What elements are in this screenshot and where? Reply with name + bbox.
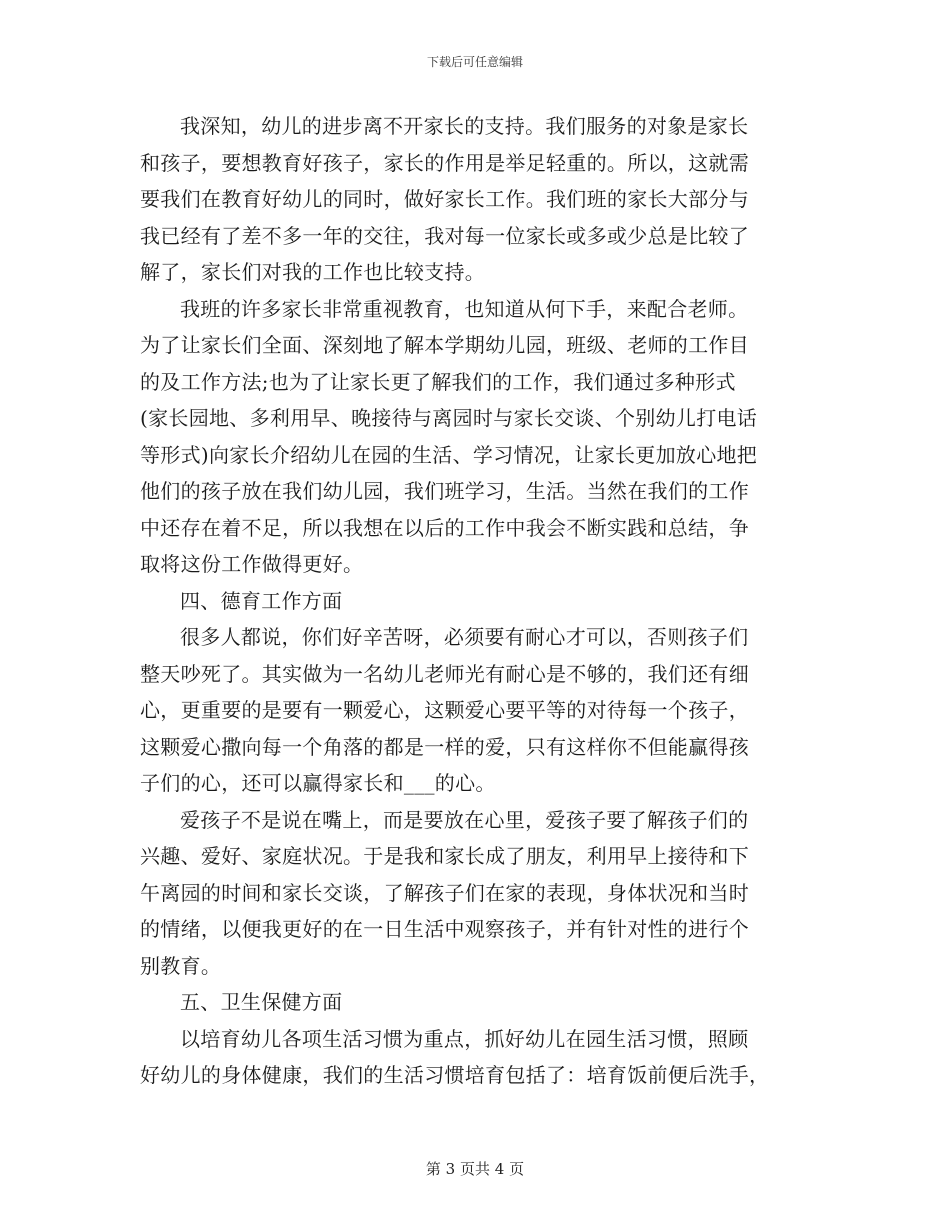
text-line: 中还存在着不足，所以我想在以后的工作中我会不断实践和总结，争 — [140, 515, 749, 540]
text-line: 整天吵死了。其实做为一名幼儿老师光有耐心是不够的，我们还有细 — [140, 661, 749, 686]
paragraph — [140, 108, 810, 291]
text-line: 我班的许多家长非常重视教育，也知道从何下手，来配合老师。 — [180, 296, 749, 321]
text-line: 心，更重要的是要有一颗爱心，这颗爱心要平等的对待每一个孩子， — [140, 698, 749, 722]
text-line: 爱孩子不是说在嘴上，而是要放在心里，爱孩子要了解孩子们的 — [180, 807, 749, 832]
text-line: 要我们在教育好幼儿的同时，做好家长工作。我们班的家长大部分与 — [140, 187, 749, 211]
text-line: 四、德育工作方面 — [180, 588, 343, 613]
page-footer: 第 3 页共 4 页 — [425, 1160, 525, 1178]
text-line: 好幼儿的身体健康，我们的生活习惯培育包括了：培育饭前便后洗手， — [140, 1063, 770, 1087]
text-line: (家长园地、多利用早、晚接待与离园时与家长交谈、个别幼儿打电话 — [140, 406, 758, 430]
text-line: 他们的孩子放在我们幼儿园，我们班学习，生活。当然在我们的工作 — [140, 479, 749, 503]
text-line: 兴趣、爱好、家庭状况。于是我和家长成了朋友，利用早上接待和下 — [140, 844, 749, 868]
text-line: 的及工作方法;也为了让家长更了解我们的工作，我们通过多种形式 — [140, 369, 736, 394]
text-line: 等形式)向家长介绍幼儿在园的生活、学习情况，让家长更加放心地把 — [140, 442, 758, 467]
page-header: 下载后可任意编辑 — [426, 55, 523, 69]
text-line: 我深知，幼儿的进步离不开家长的支持。我们服务的对象是家长 — [180, 114, 749, 138]
paragraph — [140, 984, 810, 1021]
text-line: 解了，家长们对我的工作也比较支持。 — [140, 260, 486, 284]
text-line: 取将这份工作做得更好。 — [140, 552, 364, 576]
text-line: 我已经有了差不多一年的交往，我对每一位家长或多或少总是比较了 — [140, 223, 749, 248]
paragraph — [140, 802, 810, 985]
text-line: 这颗爱心撒向每一个角落的都是一样的爱，只有这样你不但能赢得孩 — [140, 734, 749, 759]
text-line: 五、卫生保健方面 — [180, 990, 343, 1014]
text-line: 别教育。 — [140, 953, 222, 978]
paragraph — [140, 583, 810, 620]
text-line: 子们的心，还可以赢得家长和___的心。 — [140, 771, 496, 795]
text-line: 为了让家长们全面、深刻地了解本学期幼儿园，班级、老师的工作目 — [140, 333, 749, 357]
document-body — [140, 108, 810, 1094]
text-line: 午离园的时间和家长交谈，了解孩子们在家的表现，身体状况和当时 — [140, 880, 749, 905]
text-line: 的情绪，以便我更好的在一日生活中观察孩子，并有针对性的进行个 — [140, 917, 749, 941]
text-line: 和孩子，要想教育好孩子，家长的作用是举足轻重的。所以，这就需 — [140, 150, 749, 175]
paragraph — [140, 1021, 810, 1094]
paragraph — [140, 619, 810, 802]
text-line: 以培育幼儿各项生活习惯为重点，抓好幼儿在园生活习惯，照顾 — [180, 1026, 749, 1051]
paragraph — [140, 291, 810, 583]
text-line: 很多人都说，你们好辛苦呀，必须要有耐心才可以，否则孩子们 — [180, 625, 749, 649]
